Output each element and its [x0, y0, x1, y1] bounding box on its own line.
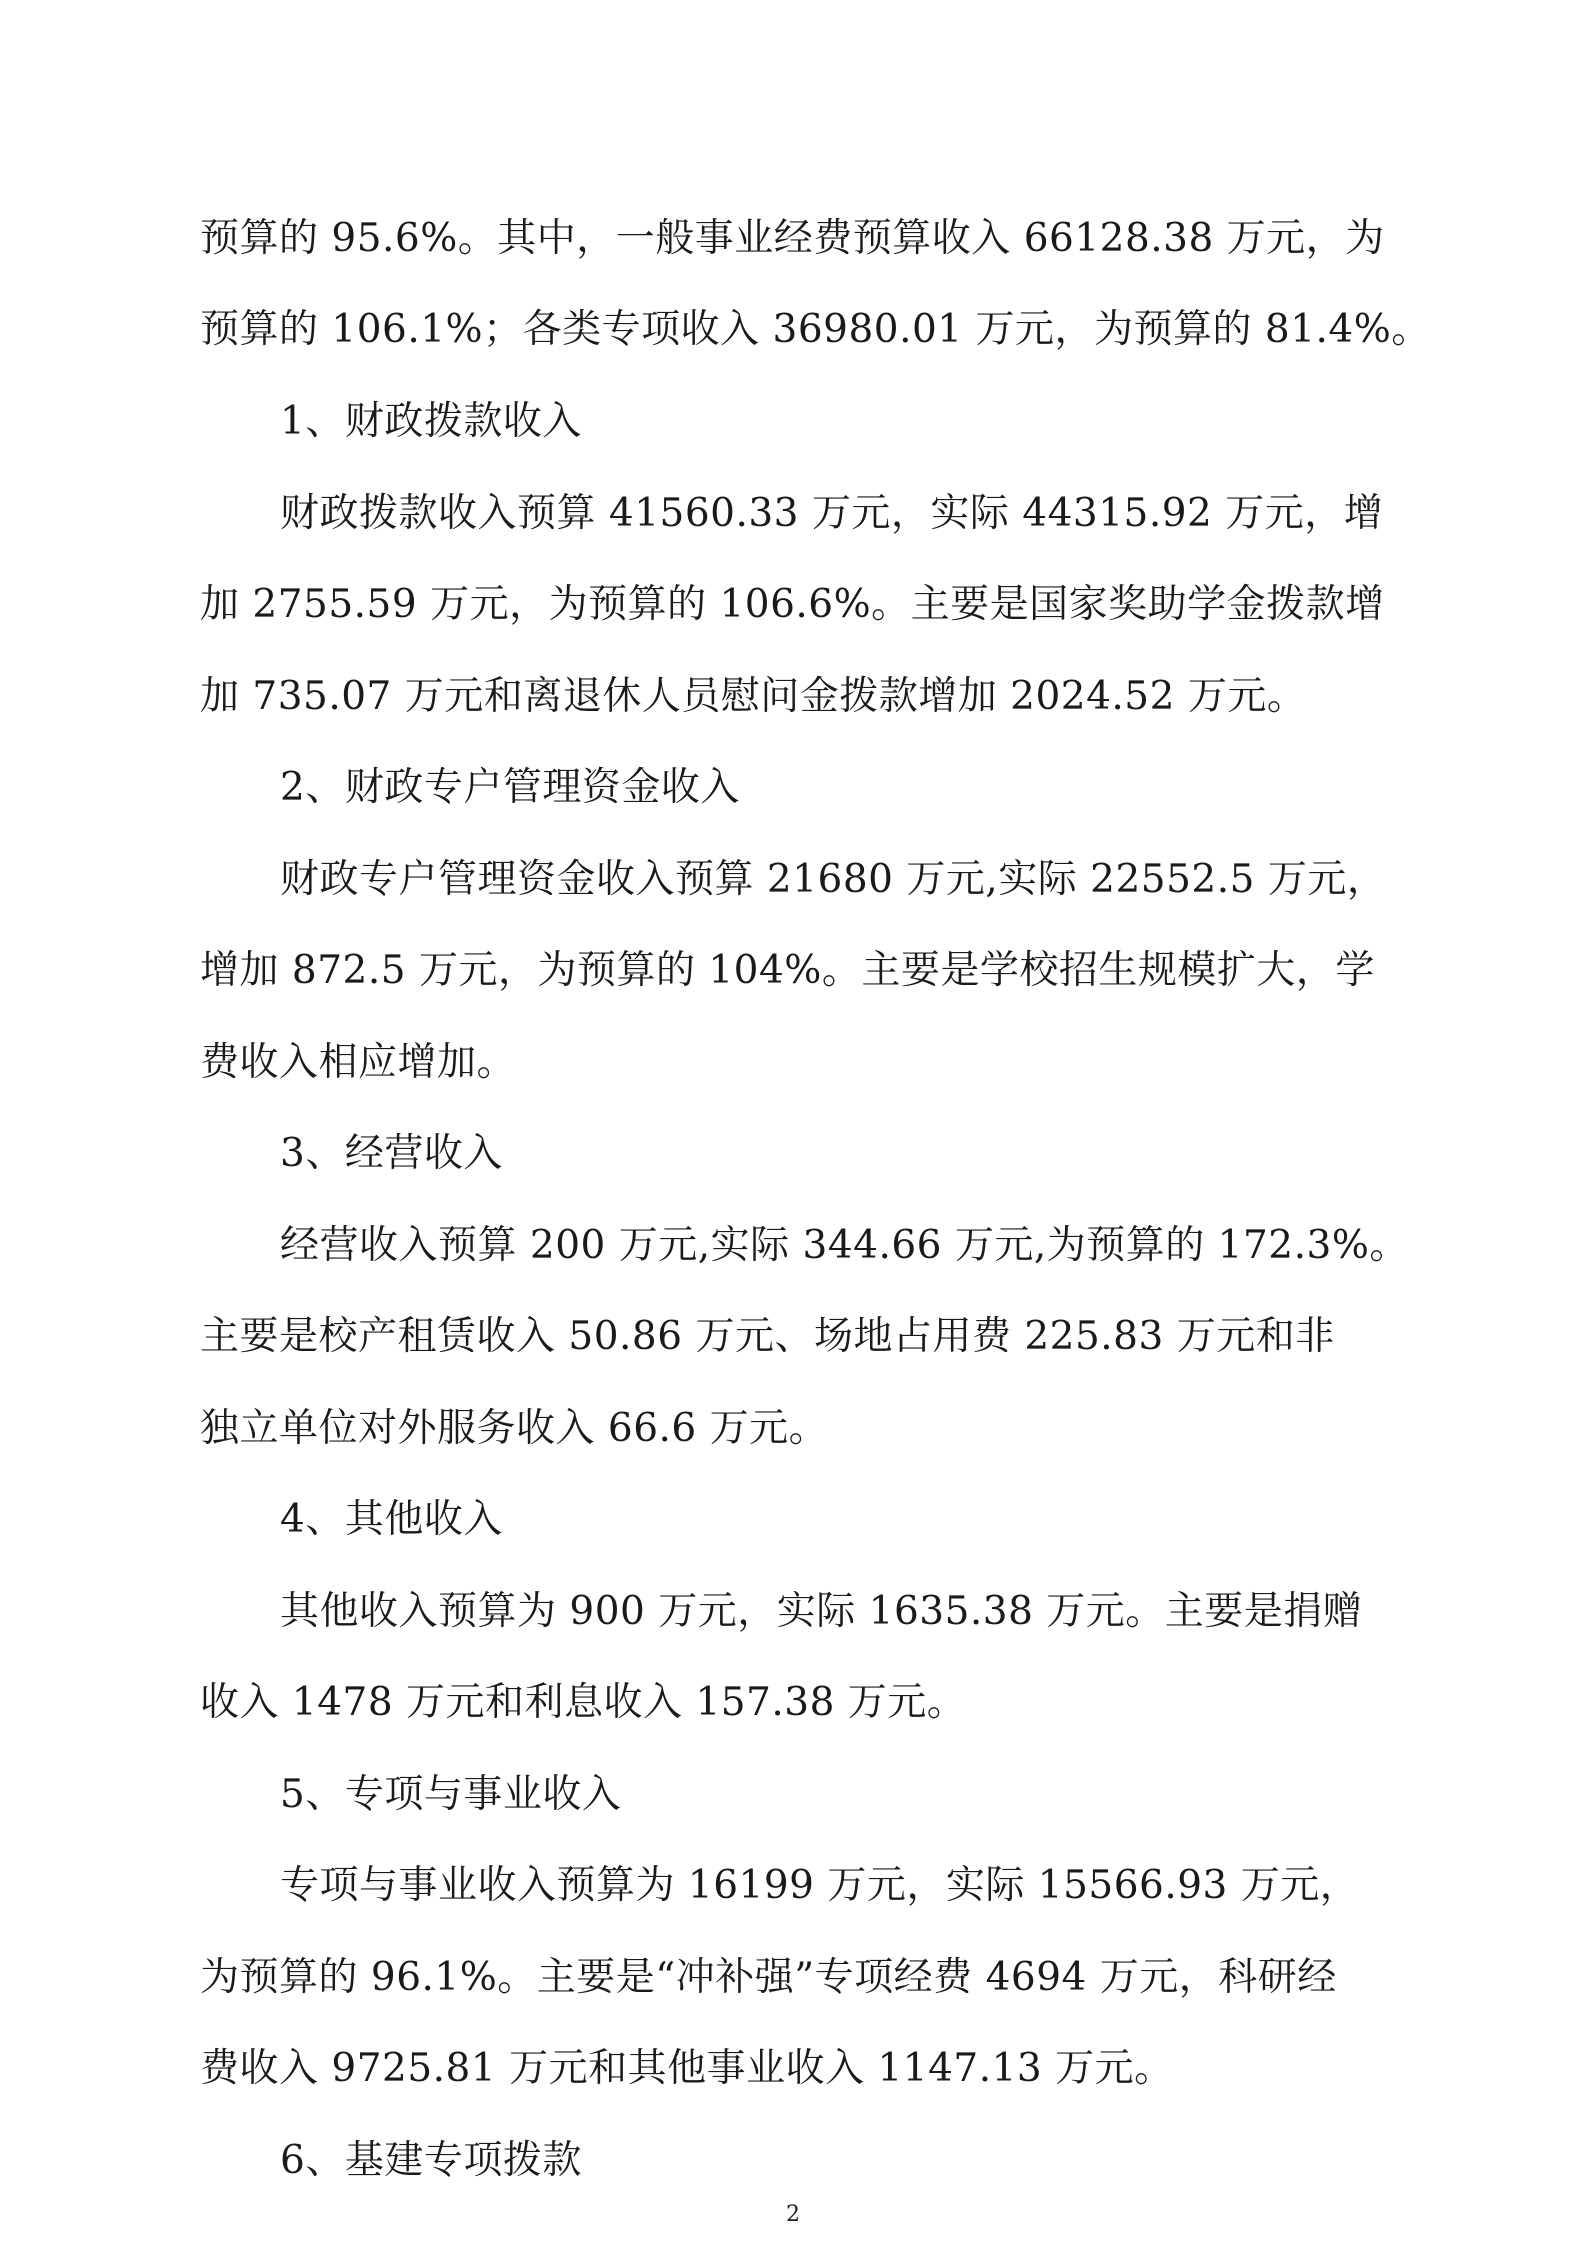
- paragraph-line: 增加 872.5 万元，为预算的 104%。主要是学校招生规模扩大，学: [200, 948, 1375, 993]
- paragraph-line: 加 2755.59 万元，为预算的 106.6%。主要是国家奖助学金拨款增: [200, 582, 1385, 627]
- paragraph-line: 费收入相应增加。: [200, 1040, 517, 1085]
- paragraph-line: 财政拨款收入预算 41560.33 万元，实际 44315.92 万元，增: [280, 491, 1384, 536]
- paragraph-line: 财政专户管理资金收入预算 21680 万元,实际 22552.5 万元，: [280, 857, 1387, 902]
- paragraph-line: 经营收入预算 200 万元,实际 344.66 万元,为预算的 172.3%。: [280, 1223, 1409, 1268]
- paragraph-line: 为预算的 96.1%。主要是“冲补强”专项经费 4694 万元，科研经: [200, 1955, 1337, 2000]
- section-heading-1: 1、财政拨款收入: [280, 399, 582, 444]
- section-heading-2: 2、财政专户管理资金收入: [280, 765, 740, 810]
- paragraph-line: 其他收入预算为 900 万元，实际 1635.38 万元。主要是捐赠: [280, 1589, 1363, 1634]
- section-heading-6: 6、基建专项拨款: [280, 2138, 582, 2183]
- paragraph-line: 主要是校产租赁收入 50.86 万元、场地占用费 225.83 万元和非: [200, 1314, 1335, 1359]
- paragraph-line: 独立单位对外服务收入 66.6 万元。: [200, 1406, 829, 1451]
- paragraph-line: 收入 1478 万元和利息收入 157.38 万元。: [200, 1680, 967, 1725]
- paragraph-line: 预算的 95.6%。其中，一般事业经费预算收入 66128.38 万元，为: [200, 216, 1385, 261]
- section-heading-5: 5、专项与事业收入: [280, 1772, 622, 1817]
- paragraph-line: 费收入 9725.81 万元和其他事业收入 1147.13 万元。: [200, 2046, 1174, 2091]
- paragraph-line: 专项与事业收入预算为 16199 万元，实际 15566.93 万元，: [280, 1863, 1360, 1908]
- section-heading-3: 3、经营收入: [280, 1131, 503, 1176]
- page-number: 2: [786, 2202, 800, 2227]
- section-heading-4: 4、其他收入: [280, 1497, 503, 1542]
- paragraph-line: 加 735.07 万元和离退休人员慰问金拨款增加 2024.52 万元。: [200, 674, 1307, 719]
- paragraph-line: 预算的 106.1%；各类专项收入 36980.01 万元，为预算的 81.4%。: [200, 307, 1431, 352]
